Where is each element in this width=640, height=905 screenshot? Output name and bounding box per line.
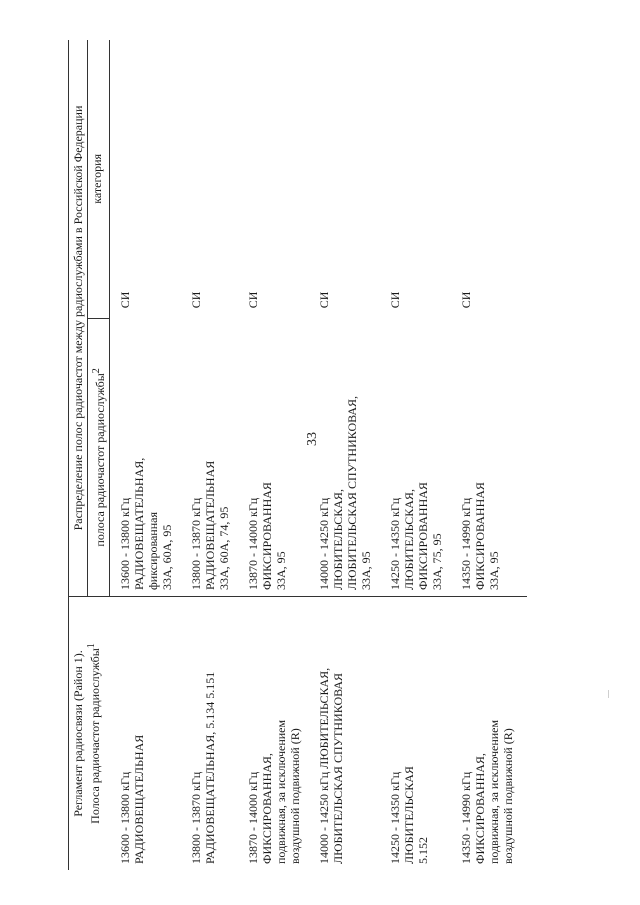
cell-line: фиксированная bbox=[146, 512, 160, 590]
rr-band-cell bbox=[243, 597, 314, 871]
rf-band-cell bbox=[186, 318, 243, 596]
cell-line: ЛЮБИТЕЛЬСКАЯ СПУТНИКОВАЯ, bbox=[345, 395, 359, 590]
cell-line: ФИКСИРОВАННАЯ bbox=[416, 482, 430, 590]
cell-line: 14350 - 14990 кГц bbox=[459, 497, 473, 590]
rf-band-cell bbox=[110, 318, 187, 596]
cell-line: РАДИОВЕЩАТЕЛЬНАЯ, 5.134 5.151 bbox=[203, 671, 217, 864]
category-cell: СИ bbox=[459, 291, 473, 309]
table-header-row-1 bbox=[69, 40, 88, 870]
header-radio-regulations bbox=[69, 597, 110, 871]
cell-line: 33А, 95 bbox=[274, 551, 288, 590]
cell-line: 33А, 95 bbox=[487, 551, 501, 590]
cell-line: 5.152 bbox=[416, 837, 430, 864]
header-band-label: полоса радиочастот радиослужбы bbox=[93, 373, 107, 547]
cell-line: ФИКСИРОВАННАЯ bbox=[260, 482, 274, 590]
rr-band-cell bbox=[110, 597, 187, 871]
table-body bbox=[110, 40, 528, 870]
category-cell: СИ bbox=[317, 291, 331, 309]
cell-line: воздушной подвижной (R) bbox=[501, 728, 515, 864]
rf-band-cell bbox=[385, 318, 456, 596]
cell-line: РАДИОВЕЩАТЕЛЬНАЯ bbox=[203, 460, 217, 590]
cell-line: 13600 - 13800 кГц bbox=[117, 771, 132, 864]
category-cell: СИ bbox=[189, 291, 203, 309]
table-row bbox=[243, 40, 314, 870]
cell-line: 14250 - 14350 кГц bbox=[388, 771, 402, 864]
rf-band-cell bbox=[456, 318, 527, 596]
cell-line: ЛЮБИТЕЛЬСКАЯ, bbox=[402, 489, 416, 590]
category-cell: СИ bbox=[246, 291, 260, 309]
cell-line: ФИКСИРОВАННАЯ, bbox=[260, 753, 274, 864]
cell-line: 14000 - 14250 кГц bbox=[317, 497, 331, 590]
table-row bbox=[186, 40, 243, 870]
header-rr-subtitle: Полоса радиочастот радиослужбы bbox=[88, 648, 102, 824]
cell-line: 33А, 60А, 95 bbox=[160, 524, 174, 590]
cell-line: 33А, 60А, 74, 95 bbox=[217, 506, 231, 590]
category-cell: СИ bbox=[118, 291, 132, 309]
cell-line: 13870 - 14000 кГц bbox=[246, 771, 260, 864]
rf-band-cell bbox=[314, 318, 385, 596]
cell-line: 13870 - 14000 кГц bbox=[246, 497, 260, 590]
table-row bbox=[110, 40, 187, 870]
table-row bbox=[314, 40, 385, 870]
cell-line: подвижная, за исключением bbox=[274, 719, 288, 864]
cell-line: ЛЮБИТЕЛЬСКАЯ bbox=[402, 766, 416, 864]
category-cell: СИ bbox=[388, 291, 402, 309]
header-category-column: категория bbox=[88, 40, 110, 318]
table-row bbox=[456, 40, 527, 870]
rr-band-cell bbox=[385, 597, 456, 871]
table-row bbox=[385, 40, 456, 870]
page-number: 33 bbox=[305, 432, 320, 446]
cell-line: ЛЮБИТЕЛЬСКАЯ СПУТНИКОВАЯ bbox=[331, 672, 345, 864]
footnote-mark-1: 1 bbox=[86, 643, 97, 649]
cell-line: 14250 - 14350 кГц bbox=[388, 497, 402, 590]
rf-band-cell bbox=[243, 318, 314, 596]
rr-band-cell bbox=[456, 597, 527, 871]
cell-line: 14000 - 14250 кГц ЛЮБИТЕЛЬСКАЯ, bbox=[317, 667, 331, 864]
frequency-allocation-table-container bbox=[68, 40, 548, 870]
cell-line: 33А, 95 bbox=[359, 551, 373, 590]
cell-line: подвижная, за исключением bbox=[487, 719, 501, 864]
cell-line: ФИКСИРОВАННАЯ, bbox=[473, 753, 487, 864]
cell-line: РАДИОВЕЩАТЕЛЬНАЯ, bbox=[132, 457, 146, 590]
cell-line: воздушной подвижной (R) bbox=[288, 728, 302, 864]
cell-line: 14350 - 14990 кГц bbox=[459, 771, 473, 864]
header-band-column bbox=[88, 318, 110, 596]
cell-line: 13800 - 13870 кГц bbox=[189, 771, 203, 864]
footnote-mark-2: 2 bbox=[91, 368, 102, 374]
scan-artifact bbox=[608, 690, 609, 698]
rr-band-cell bbox=[186, 597, 243, 871]
cell-line: РАДИОВЕЩАТЕЛЬНАЯ bbox=[131, 734, 146, 864]
header-rf-allocation: Распределение полос радиочастот между радиослужбами в Российской Федерации bbox=[69, 40, 88, 597]
frequency-allocation-table bbox=[68, 40, 527, 870]
cell-line: ЛЮБИТЕЛЬСКАЯ, bbox=[331, 489, 345, 590]
cell-line: ФИКСИРОВАННАЯ bbox=[473, 482, 487, 590]
rr-band-cell bbox=[314, 597, 385, 871]
cell-line: 13600 - 13800 кГц bbox=[118, 497, 132, 590]
header-rr-title: Регламент радиосвязи (Район 1). bbox=[71, 650, 85, 817]
cell-line: 33А, 75, 95 bbox=[430, 533, 444, 590]
cell-line: 13800 - 13870 кГц bbox=[189, 497, 203, 590]
